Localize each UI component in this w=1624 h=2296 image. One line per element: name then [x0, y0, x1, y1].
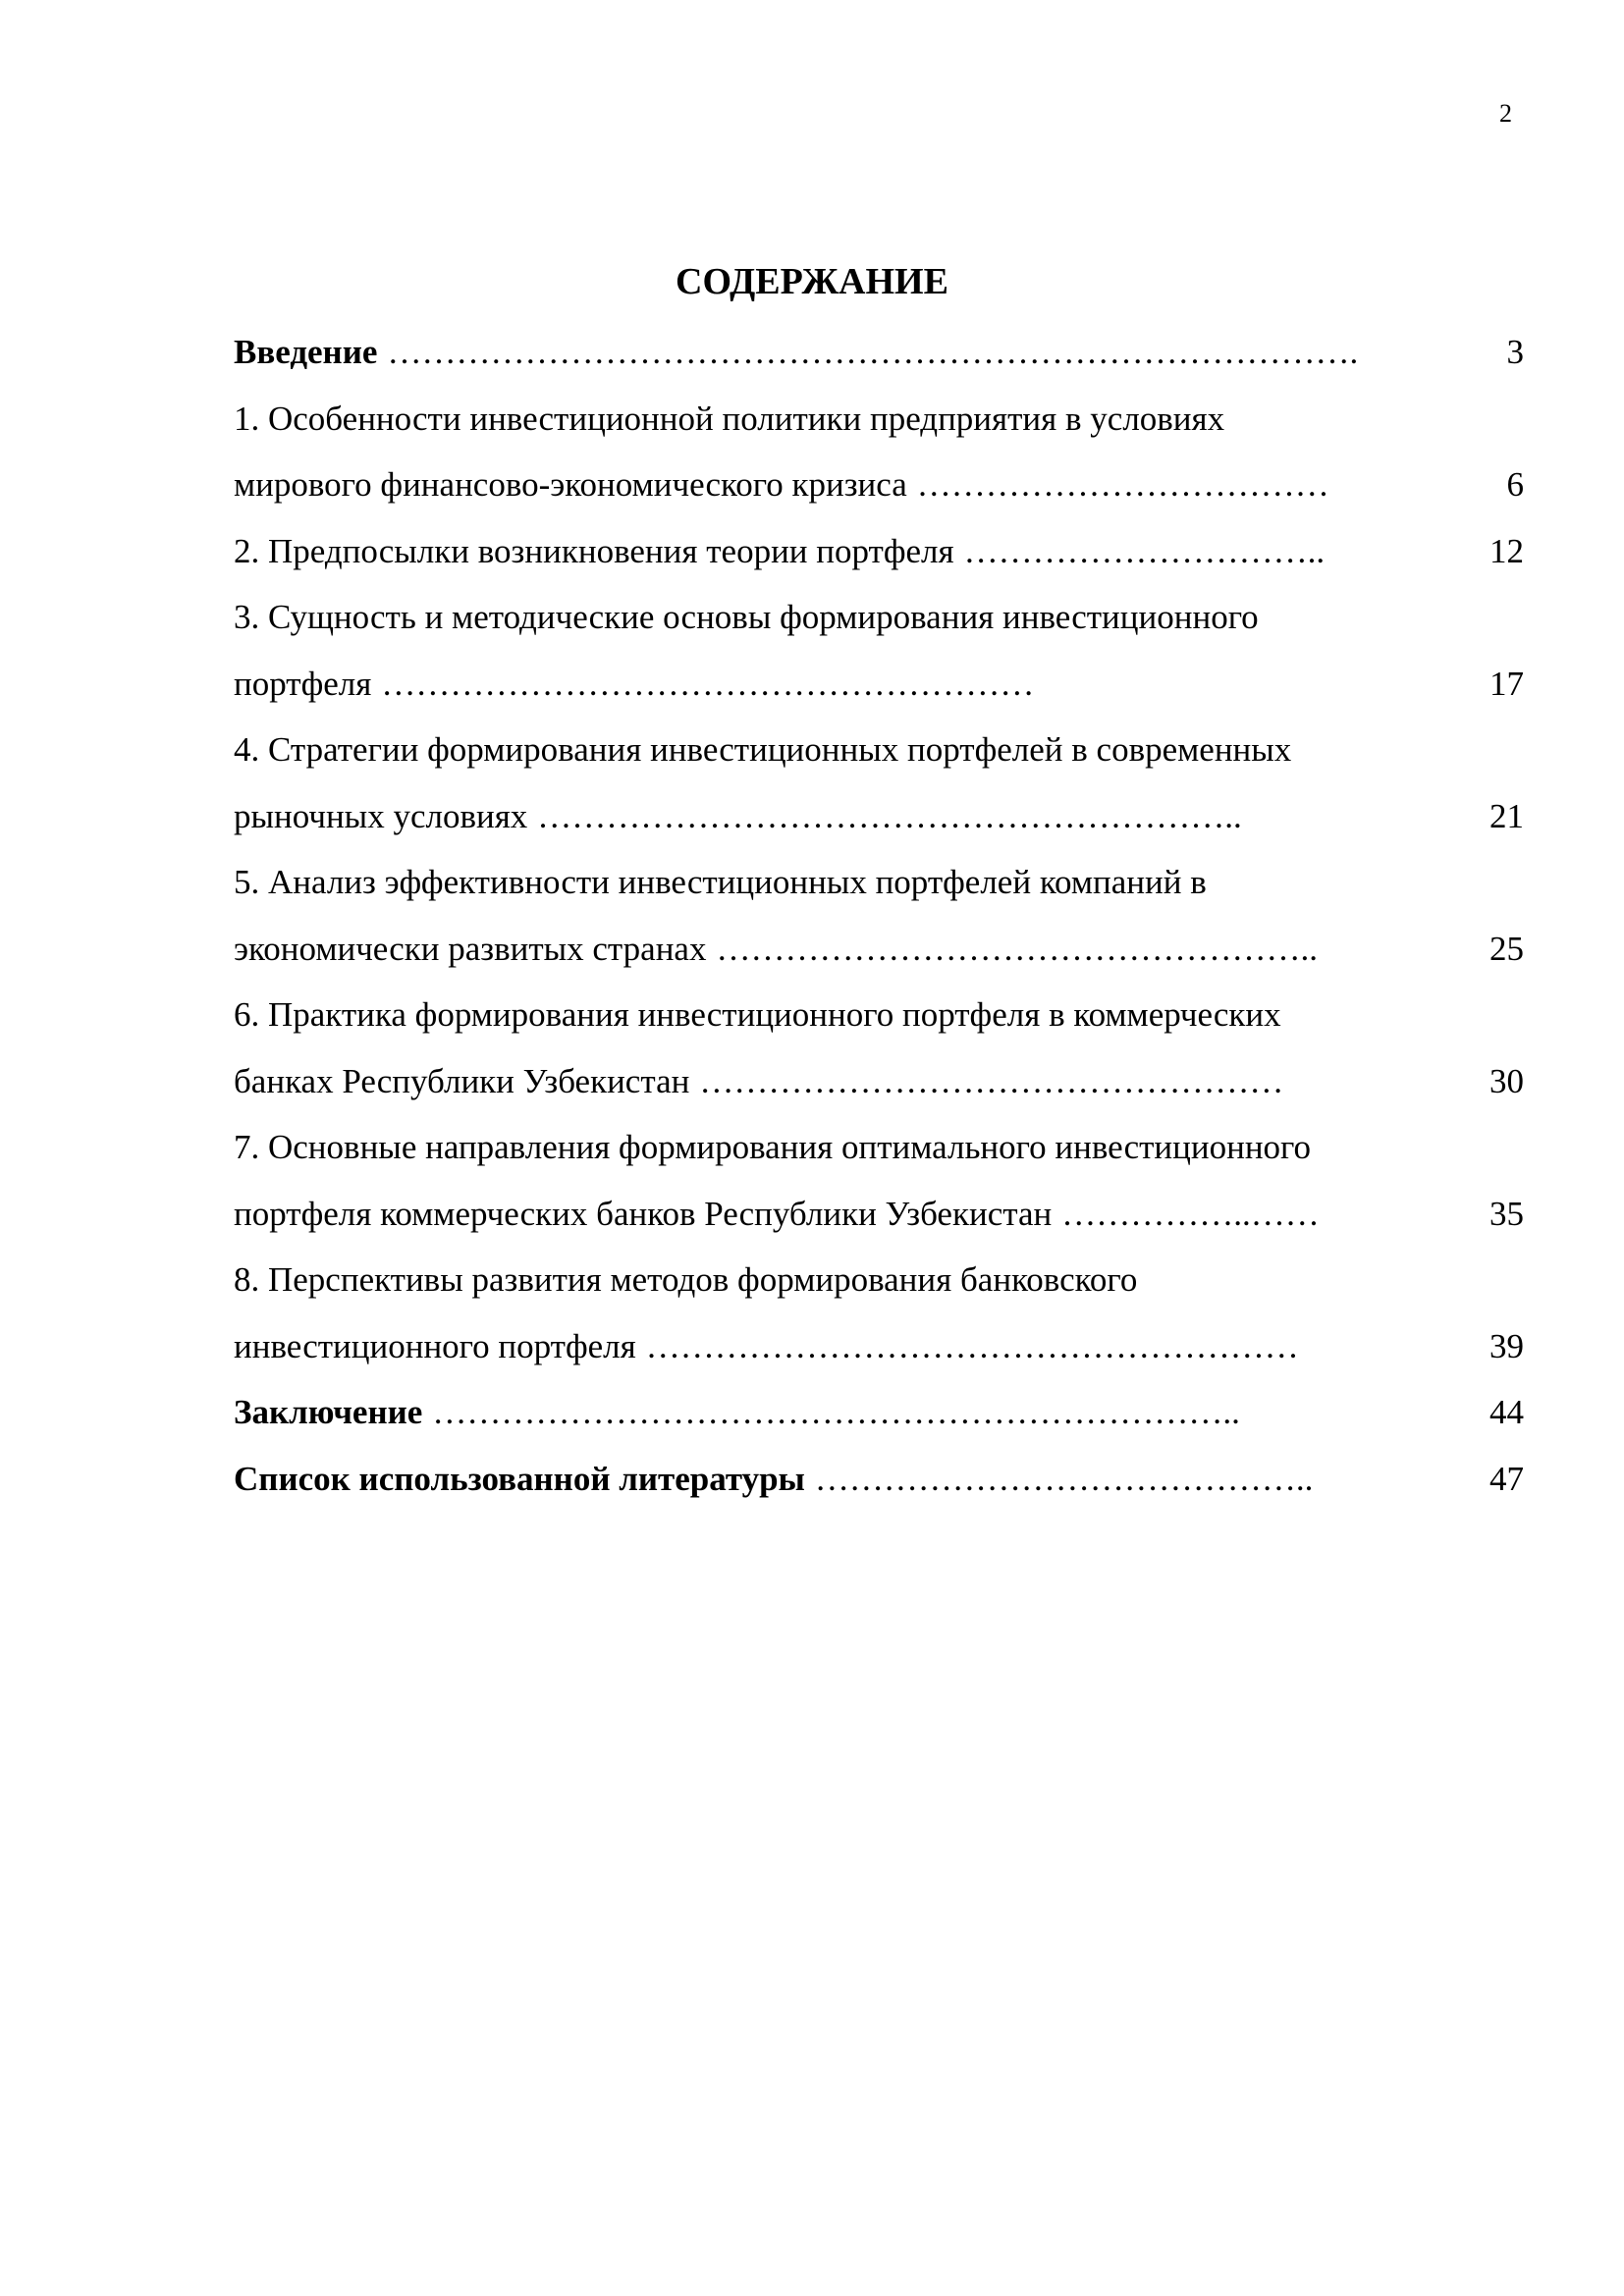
toc-entry-row [234, 916, 1524, 983]
toc-entry-title-line: 8. Перспективы развития методов формирования банковского [234, 1260, 1138, 1299]
toc-entry-title: банках Республики Узбекистан [234, 1061, 690, 1100]
toc-entry[interactable] [234, 1247, 1524, 1379]
toc-dot-leader: …………………………………………………….. [537, 796, 1242, 835]
toc-dot-leader: ……………..…… [1061, 1194, 1320, 1233]
toc-entry-title-line: 7. Основные направления формирования оптимального инвестиционного [234, 1128, 1312, 1166]
toc-dot-leader: …………………………………….. [814, 1459, 1314, 1498]
table-of-contents [234, 319, 1524, 1512]
toc-entry-row [234, 319, 1524, 386]
toc-dot-leader: …………………………………………………………….. [432, 1393, 1240, 1431]
toc-entry-row [234, 1446, 1524, 1513]
toc-entry-row [234, 651, 1524, 718]
page-number: 2 [1499, 99, 1512, 128]
toc-entry[interactable] [234, 386, 1524, 518]
toc-entry-title: Введение [234, 333, 378, 371]
toc-entry-title: портфеля коммерческих банков Республики Узбекистан [234, 1194, 1053, 1233]
toc-entry[interactable] [234, 584, 1524, 717]
toc-entry[interactable] [234, 1446, 1524, 1513]
toc-entry-title-line: 3. Сущность и методические основы формирования инвестиционного [234, 598, 1259, 636]
toc-entry-title: рыночных условиях [234, 796, 528, 835]
toc-dot-leader: ………………………………………………… [645, 1326, 1299, 1365]
toc-entry-title-line: 5. Анализ эффективности инвестиционных портфелей компаний в [234, 863, 1207, 901]
toc-page-number: 30 [1489, 1061, 1524, 1100]
toc-page-number: 6 [1506, 465, 1524, 504]
toc-entry-title-line: 1. Особенности инвестиционной политики предприятия в условиях [234, 399, 1225, 438]
toc-page-number: 3 [1506, 333, 1524, 371]
toc-entry[interactable] [234, 717, 1524, 849]
toc-dot-leader: ………………………….. [963, 531, 1326, 570]
toc-dot-leader: …………………………………………………………………………. [387, 333, 1359, 371]
toc-page-number: 47 [1489, 1459, 1524, 1498]
toc-entry-title: портфеля [234, 664, 372, 703]
toc-entry-row [234, 1181, 1524, 1248]
toc-entry[interactable] [234, 319, 1524, 386]
toc-entry-title-line: 4. Стратегии формирования инвестиционных портфелей в современных [234, 730, 1292, 769]
toc-entry[interactable] [234, 849, 1524, 982]
toc-dot-leader: ……………………………… [916, 465, 1329, 504]
toc-page-number: 35 [1489, 1194, 1524, 1233]
toc-entry-row [234, 452, 1524, 518]
toc-dot-leader: …………………………………………… [699, 1061, 1284, 1100]
toc-dot-leader: …………………………………………….. [716, 929, 1318, 968]
toc-dot-leader: ………………………………………………… [381, 664, 1035, 703]
toc-page-number: 21 [1489, 796, 1524, 835]
toc-entry-title: экономически развитых странах [234, 929, 707, 968]
toc-entry-title-line: 6. Практика формирования инвестиционного портфеля в коммерческих [234, 995, 1281, 1034]
toc-entry-row [234, 518, 1524, 585]
toc-entry[interactable] [234, 1114, 1524, 1247]
toc-entry[interactable] [234, 982, 1524, 1114]
toc-entry-row [234, 1313, 1524, 1380]
toc-entry-title: инвестиционного портфеля [234, 1326, 636, 1365]
toc-entry[interactable] [234, 518, 1524, 585]
toc-entry-title: Список использованной литературы [234, 1459, 805, 1498]
toc-page-number: 25 [1489, 929, 1524, 968]
toc-entry[interactable] [234, 1379, 1524, 1446]
toc-entry-row [234, 1048, 1524, 1115]
toc-entry-title: Заключение [234, 1393, 423, 1431]
toc-entry-row [234, 1379, 1524, 1446]
toc-title: СОДЕРЖАНИЕ [676, 261, 948, 302]
toc-page-number: 12 [1489, 531, 1524, 570]
toc-entry-row [234, 783, 1524, 850]
toc-entry-title: мирового финансово-экономического кризиса [234, 465, 907, 504]
toc-page-number: 17 [1489, 664, 1524, 703]
toc-page-number: 39 [1489, 1326, 1524, 1365]
toc-entry-title: 2. Предпосылки возникновения теории портфеля [234, 531, 954, 570]
toc-page-number: 44 [1489, 1393, 1524, 1431]
